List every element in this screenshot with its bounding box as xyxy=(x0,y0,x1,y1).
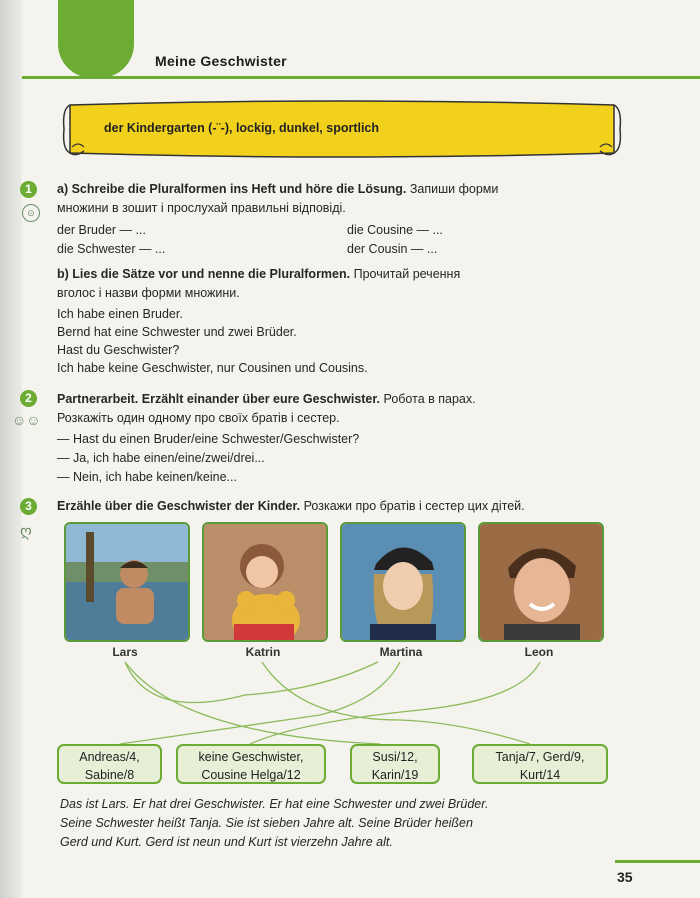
siblings-box-3-line-1: Susi/12, xyxy=(372,750,418,764)
exercise-1b-instruction: b) Lies die Sätze vor und nenne die Pluralformen. xyxy=(57,267,351,281)
exercise-1b-translation-2: вголос і назви форми множини. xyxy=(57,286,240,300)
example-line-2: Seine Schwester heißt Tanja. Sie ist sieben Jahre alt. Seine Brüder heißen xyxy=(60,816,473,830)
dialog-line-3: — Nein, ich habe keinen/keine... xyxy=(57,470,237,484)
siblings-box-4-line-2: Kurt/14 xyxy=(519,768,561,782)
banner-text: der Kindergarten (-¨-), lockig, dunkel, sportlich xyxy=(104,121,380,135)
pair-work-icon: ☺☺ xyxy=(12,412,41,428)
siblings-box-1 xyxy=(57,744,162,784)
exercise-2-translation-2: Розкажіть один одному про своїх братів і сестер. xyxy=(57,411,340,425)
siblings-box-2-line-2: Cousine Helga/12 xyxy=(201,768,301,782)
page-title: Meine Geschwister xyxy=(155,53,287,69)
word-cousin: der Cousin — ... xyxy=(347,242,438,256)
example-line-3: Gerd und Kurt. Gerd ist neun und Kurt ist vierzehn Jahre alt. xyxy=(60,835,393,849)
exercise-3-translation: Розкажи про братів і сестер цих дітей. xyxy=(303,499,525,513)
sentence-4: Ich habe keine Geschwister, nur Cousinen und Cousins. xyxy=(57,361,368,375)
exercise-2-number: 2 xyxy=(20,390,37,407)
word-bruder: der Bruder — ... xyxy=(57,223,146,237)
word-cousine: die Cousine — ... xyxy=(347,223,443,237)
exercise-1a-translation-1: Запиши форми xyxy=(409,182,499,196)
dialog-line-1: — Hast du einen Bruder/eine Schwester/Geschwister? xyxy=(57,432,360,446)
siblings-box-4-line-1: Tanja/7, Gerd/9, xyxy=(495,750,585,764)
exercise-1a-instruction: a) Schreibe die Pluralformen ins Heft und höre die Lösung. xyxy=(57,182,407,196)
exercise-1b-translation-1: Прочитай речення xyxy=(353,267,461,281)
sentence-3: Hast du Geschwister? xyxy=(57,343,180,357)
exercise-3-instruction: Erzähle über die Geschwister der Kinder. xyxy=(57,499,301,513)
word-schwester: die Schwester — ... xyxy=(57,242,166,256)
page-number: 35 xyxy=(617,869,633,885)
example-line-1: Das ist Lars. Er hat drei Geschwister. Er hat eine Schwester und zwei Brüder. xyxy=(60,797,489,811)
example-text xyxy=(60,795,600,852)
exercise-2-translation-1: Робота в парах. xyxy=(383,392,476,406)
siblings-box-2 xyxy=(176,744,326,784)
siblings-box-1-line-2: Sabine/8 xyxy=(84,768,135,782)
siblings-box-1-line-1: Andreas/4, xyxy=(79,750,140,764)
exercise-1a-translation-2: множини в зошит і прослухай правильні відповіді. xyxy=(57,201,346,215)
exercise-1-number: 1 xyxy=(20,181,37,198)
footer-rule xyxy=(615,860,700,863)
child-name-katrin: Katrin xyxy=(245,645,281,659)
child-name-lars: Lars xyxy=(112,645,138,659)
child-name-martina: Martina xyxy=(379,645,423,659)
audio-disc-icon: ⊙ xyxy=(22,204,40,222)
siblings-box-2-line-1: keine Geschwister, xyxy=(198,750,304,764)
sentence-1: Ich habe einen Bruder. xyxy=(57,307,183,321)
exercise-3-number: 3 xyxy=(20,498,37,515)
child-name-leon: Leon xyxy=(524,645,554,659)
dialog-line-2: — Ja, ich habe einen/eine/zwei/drei... xyxy=(57,451,265,465)
sentence-2: Bernd hat eine Schwester und zwei Brüder. xyxy=(57,325,297,339)
siblings-box-3-line-2: Karin/19 xyxy=(371,768,419,782)
speaking-icon: ღ xyxy=(20,523,32,540)
siblings-box-3 xyxy=(350,744,440,784)
siblings-box-4 xyxy=(472,744,608,784)
exercise-2-instruction: Partnerarbeit. Erzählt einander über eure Geschwister. xyxy=(57,392,381,406)
